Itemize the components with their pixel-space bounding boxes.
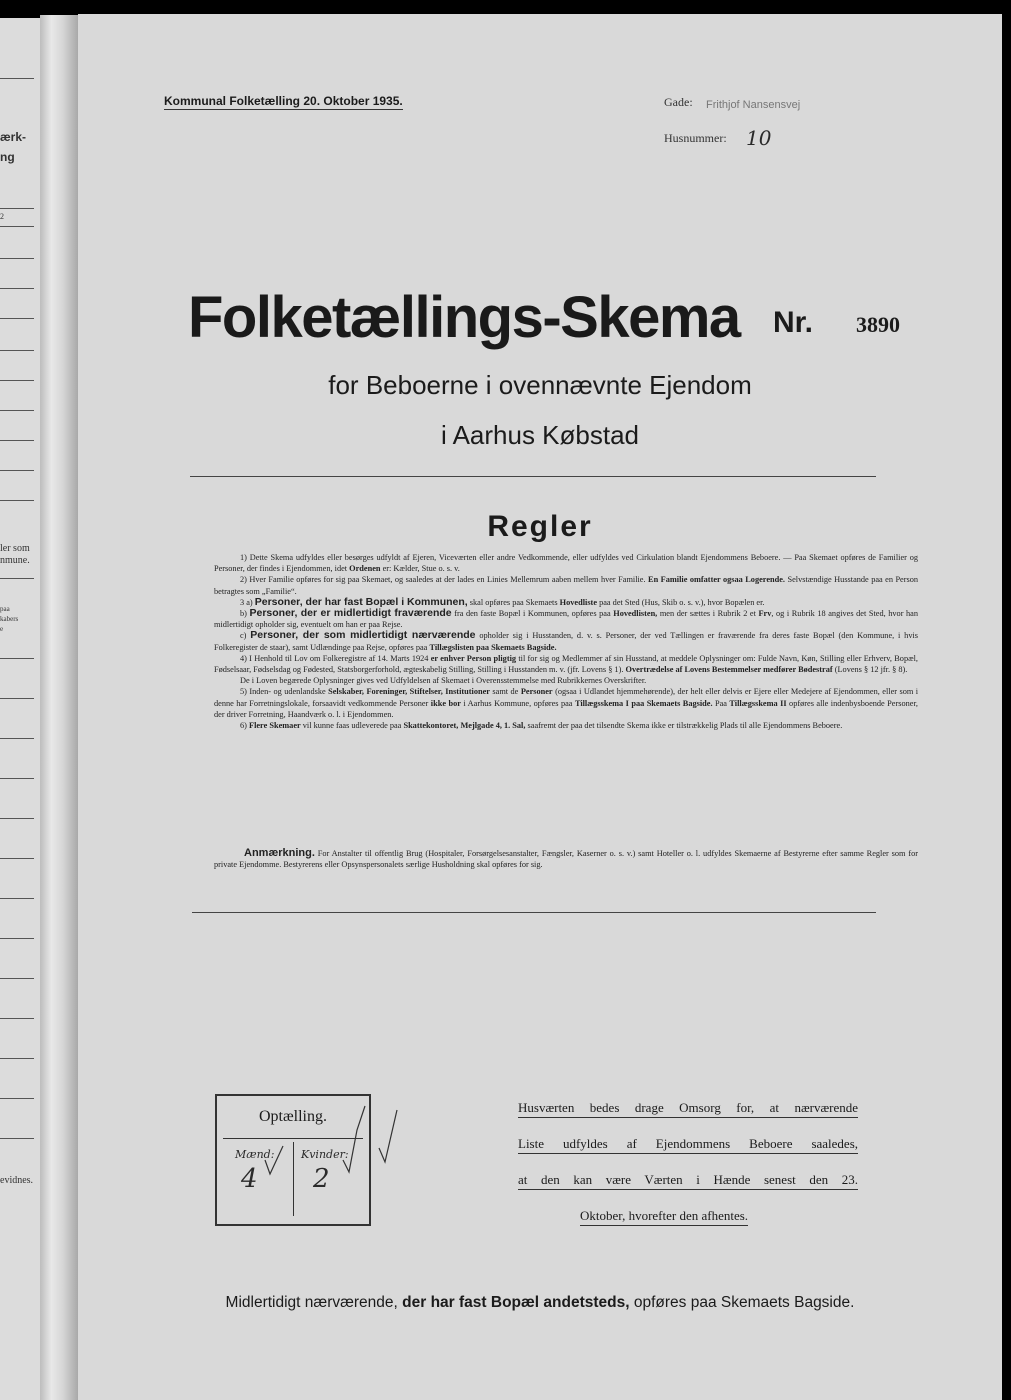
left-rule <box>0 738 34 739</box>
host-notice-line: Husværten bedes drage Omsorg for, at nærværende <box>518 1100 858 1118</box>
left-fragment: ærk- <box>0 130 27 144</box>
women-count: 2 <box>313 1164 330 1194</box>
left-fragment: evidnes. <box>0 1175 34 1186</box>
left-rule <box>0 440 34 441</box>
house-number-value: 10 <box>746 126 772 150</box>
host-notice-line: at den kan være Værten i Hænde senest den 23. <box>518 1172 858 1190</box>
rule-4b: De i Loven begærede Oplysninger gives ved Udfyldelsen af Skemaet i Overensstemmelse med Rubrikkernes Overskrifter. <box>240 676 647 686</box>
check-marks-icon <box>257 1090 407 1190</box>
rule-6: 6) Flere Skemaer vil kunne faas udleverede paa Skattekontoret, Mejlgade 4, 1. Sal, saafremt der paa det tilsendte Skema ikke er tilstrækkelig Plads til alle Ejendommens Beboere. <box>240 721 843 731</box>
street-label: Gade: <box>664 95 693 109</box>
left-rule <box>0 818 34 819</box>
left-fragment: e <box>0 625 4 633</box>
form-title: Folketællings-Skema <box>188 285 740 350</box>
host-notice-line: Oktober, hvorefter den afhentes. <box>580 1208 748 1226</box>
left-rule <box>0 978 34 979</box>
left-fragment: ng <box>0 150 15 164</box>
rule-5: 5) Inden- og udenlandske Selskaber, Foreninger, Stiftelser, Institutioner samt de Personer (ogsaa i Udlandet hjemmehørende), der helt eller delvis er Ejere eller Medejere af Ejendommen, eller som i denne har Forretningslokale, forsaavidt vedkommende Personer ikke bor i Aarhus Kommune, opføres paa Tillægsskema I paa Skemaets Bagside. Paa Tillægsskema II opføres alle indenbysboende Personer, der driver Forretning, Haandværk o. l. i Ejendommen. <box>214 687 919 719</box>
left-fragment: nmune. <box>0 555 30 566</box>
men-label: Mænd: <box>235 1148 275 1161</box>
men-count: 4 <box>241 1164 258 1194</box>
form-number-label: Nr. <box>773 306 814 339</box>
left-rule <box>0 698 34 699</box>
left-rule <box>0 226 34 227</box>
rules-text <box>214 552 918 731</box>
form-location: i Aarhus Købstad <box>441 420 639 450</box>
count-title: Optælling. <box>258 1108 327 1125</box>
house-number-label: Husnummer: <box>664 131 727 145</box>
rule-3c: c) Personer, der som midlertidigt nærværende opholder sig i Husstanden, d. v. s. Personer, der ved Tællingen er fraværende fra deres faste Bopæl (den Kommune, i hvis Folkeregister de staar), samt Udlændinge paa Rejse, opføres paa Tillægslisten paa Skemaets Bagside. <box>214 629 918 652</box>
rule-3b: b) Personer, der er midlertidigt fraværende fra den faste Bopæl i Kommunen, opføres paa Hovedlisten, men der sættes i Rubrik 2 et Frv, og i Rubrik 18 angives det Sted, hvor han midlertidigt opholder sig, eventuelt om han er paa Rejse. <box>214 607 919 630</box>
divider <box>190 476 876 477</box>
form-number: 3890 <box>856 312 900 337</box>
left-page-fragment <box>0 18 40 1400</box>
left-rule <box>0 1018 34 1019</box>
footer-note: Midlertidigt nærværende, der har fast Bopæl andetsteds, opføres paa Skemaets Bagside. <box>225 1294 855 1311</box>
left-rule <box>0 318 34 319</box>
rule-3a: 3 a) Personer, der har fast Bopæl i Kommunen, skal opføres paa Skemaets Hovedliste paa det Sted (Hus, Skib o. s. v.), hvor Bopælen er. <box>240 595 765 608</box>
left-rule <box>0 1098 34 1099</box>
left-rule <box>0 258 34 259</box>
left-fragment: 2 <box>0 212 4 221</box>
left-fragment: paa <box>0 605 10 613</box>
left-rule <box>0 658 34 659</box>
street-value: Frithjof Nansensvej <box>706 99 801 111</box>
left-rule <box>0 578 34 579</box>
census-title: Kommunal Folketælling 20. Oktober 1935. <box>164 94 403 108</box>
form-subtitle: for Beboerne i ovennævnte Ejendom <box>328 370 752 400</box>
left-rule <box>0 470 34 471</box>
left-rule <box>0 208 34 209</box>
host-notice-line: Liste udfyldes af Ejendommens Beboere saaledes, <box>518 1136 858 1154</box>
left-rule <box>0 78 34 79</box>
note-label: Anmærkning. <box>244 847 315 859</box>
women-label: Kvinder: <box>301 1148 349 1161</box>
census-form-page <box>78 14 1002 1400</box>
left-rule <box>0 1138 34 1139</box>
rule-1: 1) Dette Skema udfyldes eller besørges udfyldt af Ejeren, Viceværten eller andre Vedkommende, eller udfyldes ved Cirkulation blandt Ejendommens Beboere. — Paa Skemaet opføres de Familier og Personer, der findes i Ejendommen, idet Ordenen er: Kælder, Stue o. s. v. <box>214 553 918 574</box>
note-text: For Anstalter til offentlig Brug (Hospitaler, Forsørgelsesanstalter, Fængsler, Kaserner o. s. v.) samt Hoteller o. l. udfyldes Skemaerne af Bestyrerne efter samme Regler som for private Ejendomme. Bestyrerens eller Opsynspersonalets særlige Husholdning skal opføres for sig. <box>214 849 918 870</box>
left-fragment: ler som <box>0 543 30 554</box>
divider <box>192 912 876 913</box>
count-box <box>215 1094 371 1226</box>
book-binding <box>40 15 78 1400</box>
rule-2: 2) Hver Familie opføres for sig paa Skemaet, og saaledes at der lades en Linies Mellemrum aaben mellem hver Familie. En Familie omfatter ogsaa Logerende. Selvstændige Husstande paa en Person betragtes som „Familie“. <box>214 575 919 596</box>
rule-4: 4) I Henhold til Lov om Folkeregistre af 14. Marts 1924 er enhver Person pligtig til for sig og Medlemmer af sin Husstand, at meddele Oplysninger om: Fulde Navn, Køn, Stilling eller Erhverv, Bopæl, Fødselsaar, Fødselsdag og Fødested, Statsborgerforhold, ægteskabelig Stilling, Stilling i Husstanden m. v. (jfr. Lovens § 1). Overtrædelse af Lovens Bestemmelser medfører Bødestraf (Lovens § 12 jfr. § 8). <box>214 653 919 675</box>
left-rule <box>0 858 34 859</box>
left-rule <box>0 350 34 351</box>
left-rule <box>0 778 34 779</box>
left-rule <box>0 500 34 501</box>
left-rule <box>0 288 34 289</box>
rules-heading: Regler <box>487 510 593 543</box>
left-rule <box>0 380 34 381</box>
left-fragment: kabers <box>0 615 19 623</box>
left-rule <box>0 1058 34 1059</box>
left-rule <box>0 410 34 411</box>
left-rule <box>0 898 34 899</box>
note-paragraph <box>214 848 918 870</box>
left-rule <box>0 938 34 939</box>
